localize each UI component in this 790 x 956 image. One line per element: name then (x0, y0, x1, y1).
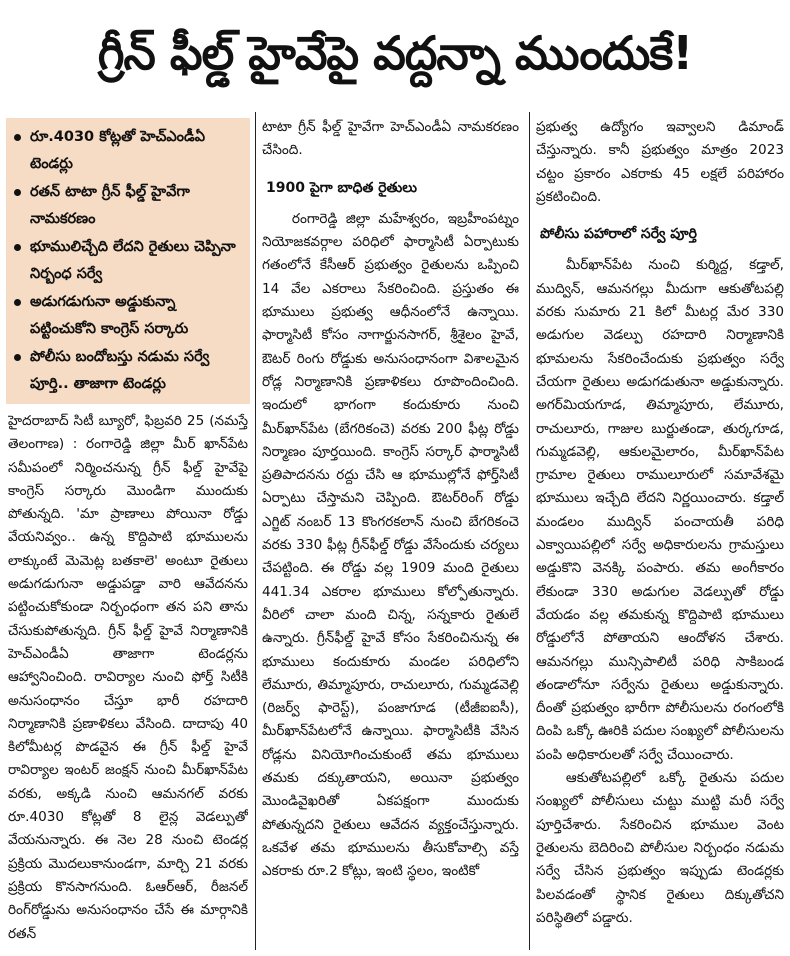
article-column-3 (536, 116, 784, 950)
article-paragraph: హైదరాబాద్ సిటీ బ్యూరో, ఫిబ్రవరి 25 (నమస్తే తెలంగాణ) : రంగారెడ్డి జిల్లా మీర్ ఖాన్‌పేట సమీపంలో నిర్మించనున్న గ్రీన్ ఫీల్డ్ హైవేపై కాంగ్రెస్ సర్కారు మొండిగా ముందుకు పోతున్నది. 'మా ప్రాణాలు పోయినా రోడ్డు వేయనివ్వం.. ఉన్న కొద్దిపాటి భూములను లాక్కుంటే మెమెట్ల బతకాలె' అంటూ రైతులు అడుగడుగునా అడ్డుపడ్డా వారి ఆవేదనను పట్టించుకోకుండా నిర్బంధంగా తన పని తాను చేసుకుపోతున్నది. గ్రీన్ ఫీల్డ్ హైవే నిర్మాణానికి హెచ్ఎండీఏ తాజాగా టెండర్లను ఆహ్వానించింది. రావిర్యాల నుంచి ఫోర్త్ సిటీకి అనుసంధానం చేస్తూ భారీ రహదారి నిర్మాణానికి ప్రణాళికలు వేసింది. దాదాపు 40 కిలోమీటర్ల పొడవైన ఈ గ్రీన్ ఫీల్డ్ హైవే రావిర్యాల ఇంటర్ జంక్షన్ నుంచి మీర్‌ఖాన్‌పేట వరకు, అక్కడి నుంచి ఆమనగల్ వరకు రూ.4030 కోట్లతో 8 లైన్ల వెడల్పుతో వేయనున్నారు. ఈ నెల 28 నుంచి టెండర్ల ప్రక్రియ మొదలుకానుండగా, మార్చి 21 వరకు ప్రక్రియ కొనసాగనుంది. ఓఆర్ఆర్, రీజనల్ రింగ్‌రోడ్డును అనుసంధానం చేసే ఈ మార్గానికి రతన్ (8, 413, 248, 942)
article-paragraph: టాటా గ్రీన్ ఫీల్డ్ హైవేగా హెచ్ఎండీఏ నామకరణం చేసింది. (262, 119, 519, 159)
highlight-item (14, 344, 244, 398)
highlight-item (14, 124, 244, 178)
highlight-item (14, 234, 244, 288)
highlight-text: రూ.4030 కోట్లతో హెచ్ఎండీఏ టెండర్లు (30, 129, 206, 172)
column-divider (255, 112, 256, 950)
bullet-icon (14, 244, 21, 251)
headline: గ్రీన్ ఫీల్డ్ హైవేపై వద్దన్నా ముందుకే! (97, 26, 693, 80)
highlight-text: పోలీసు బందోబస్తు నడుమ సర్వే పూర్తి.. తాజాగా టెండర్లు (30, 349, 210, 392)
article-paragraph: మీర్‌ఖాన్‌పేట నుంచి కుర్మిద్ద, కడ్తాల్, ముద్విన్, ఆమనగల్లు మీదుగా ఆకుతోటపల్లి వరకు సుమారు 21 కిలో మీటర్ల మేర 330 అడుగుల వెడల్పు రహదారి నిర్మాణానికి భూమలను సేకరించేందుకు ప్రభుత్వం సర్వే చేయగా రైతులు అడుగడుతునా అడ్డుకున్నారు. అగర్‌మియగూడ, తిమ్మాపూరు, లేమూరు, రాచులూరు, గాజుల బుర్జుతండా, తుర్కగూడ, గుమ్మడవెల్లి, ఆకులమైలారం, మీర్‌ఖాన్‌పేట గ్రామాల రైతులు రాములూరులో సమావేశమై భూములు ఇచ్చేది లేదని నిర్ణయించారు. కడ్తాల్ మండలం ముద్విన్ పంచాయతీ పరిధి ఎక్వాయిపల్లిలో సర్వే అధికారులను గ్రామస్తులు అడ్డుకొని వెనక్కి పంపారు. తమ అంగీకారం లేకుండా 330 అడుగుల వెడల్పుతో రోడ్డు వేయడం వల్ల తమకున్న కొద్దిపాటి భూములు రోడ్డులోనే పోతాయని ఆందోళన చేశారు. ఆమనగల్లు మున్సిపాలిటీ పరిధి సాకిబండ తండాలోనూ సర్వేను రైతులు అడ్డుకున్నారు. దీంతో ప్రభుత్వం భారీగా పోలీసులను రంగంలోకి దింపి ఒక్కో ఊరికి పదుల సంఖ్యలో పోలీసులను పంపి అధికారులతో సర్వే చేయించారు. (536, 257, 784, 763)
highlight-text: భూములిచ్చేది లేదని రైతులు చెప్పినా నిర్బంధ సర్వే (30, 239, 236, 282)
highlight-text: అడుగడుగునా అడ్డుకున్నా పట్టించుకోని కాంగ్రెస్ సర్కారు (30, 294, 189, 337)
highlights-list (14, 124, 244, 398)
section-subheading: పోలీసు పహారాలో సర్వే పూర్తి (540, 226, 697, 243)
bullet-icon (14, 299, 21, 306)
article-paragraph: రంగారెడ్డి జిల్లా మహేశ్వరం, ఇబ్రహీంపట్నం నియోజకవర్గాల పరిధిలో ఫార్మాసిటీ ఏర్పాటుకు గతంలోనే కేసీఆర్ ప్రభుత్వం రైతులను ఒప్పించి 14 వేల ఎకరాలు సేకరించింది. ప్రస్తుతం ఈ భూములు ప్రభుత్వ ఆధీనంలోనే ఉన్నాయి. ఫార్మాసిటీ కోసం నాగార్జునసాగర్, శ్రీశైలం హైవే, ఔటర్ రింగు రోడ్డుకు అనుసంధానంగా విశాలమైన రోడ్ల నిర్మాణానికి ప్రణాళికలు రూపొందించింది. ఇందులో భాగంగా కందుకూరు నుంచి మీర్‌ఖాన్‌పేట (బేగరికంచె) వరకు 200 ఫీట్ల రోడ్డు నిర్మాణం పూర్తయింది. కాంగ్రెస్ సర్కార్ ఫార్మాసిటీ ప్రతిపాదనను రద్దు చేసి ఆ భూముల్లోనే ఫోర్త్‌సిటీ ఏర్పాటు చేస్తామని చెప్పింది. ఔటర్‌రింగ్ రోడ్డు ఎగ్జిట్ నంబర్ 13 కొంగరకలాన్ నుంచి బేగరికంచె వరకు 330 ఫీట్ల గ్రీన్‌ఫీల్డ్ రోడ్డు వేసేందుకు చర్యలు చేపట్టింది. ఈ రోడ్డు వల్ల 1909 మంది రైతులు 441.34 ఎకరాల భూములు కోల్పోతున్నారు. వీరిలో చాలా మంది చిన్న, సన్నకారు రైతులే ఉన్నారు. గ్రీన్‌ఫీల్డ్ హైవే కోసం సేకరించినున్న ఈ భూములు కందుకూరు మండల పరిధిలోని లేమూరు, తిమ్మాపూరు, రాచులూరు, గుమ్మడవెల్లి (రిజర్వ్ ఫారెస్ట్), పంజాగూడ (టీజీఐఐసీ), మీర్‌ఖాన్‌పేటలోనే ఉన్నాయి. ఫార్మాసిటీకి వేసిన రోడ్లను వినియోగించుకుంటే తమ భూములు తమకు దక్కుతాయని, అయినా ప్రభుత్వం మొండివైఖరితో ఏకపక్షంగా ముందుకు పోతున్నదని రైతులు ఆవేదన వ్యక్తంచేస్తున్నారు. ఒకవేళ తమ భూములను తీసుకోవాల్సి వస్తే ఎకరాకు రూ.2 కోట్లు, ఇంటి స్థలం, ఇంటికో (262, 210, 519, 880)
highlight-text: రతన్ టాటా గ్రీన్ ఫీల్డ్ హైవేగా నామకరణం (30, 184, 190, 227)
column-divider (529, 112, 530, 950)
highlights-box (6, 118, 250, 404)
bullet-icon (14, 134, 21, 141)
section-subheading: 1900 పైగా బాధిత రైతులు (266, 179, 418, 196)
bullet-icon (14, 354, 21, 361)
article-paragraph: ప్రభుత్వ ఉద్యోగం ఇవ్వాలని డిమాండ్ చేస్తున్నారు. కానీ ప్రభుత్వం మాత్రం 2023 చట్టం ప్రకారం ఎకరాకు 45 లక్షలే పరిహారం ప్రకటించింది. (536, 119, 784, 205)
bullet-icon (14, 189, 21, 196)
article-column-2 (262, 116, 519, 950)
article-column-1 (8, 410, 248, 950)
highlight-item (14, 179, 244, 233)
highlight-item (14, 289, 244, 343)
article-paragraph: ఆకుతోటపల్లిలో ఒక్కో రైతును పదుల సంఖ్యలో పోలీసులు చుట్టు ముట్టి మరీ సర్వే పూర్తిచేశారు. సేకరించిన భూముల వెంట రైతులను బెదిరించి పోలీసుల నిర్బంధం నడుమ సర్వే చేసిన ప్రభుత్వం ఇప్పుడు టెండర్లకు పిలవడంతో స్థానిక రైతులు దిక్కుతోచని పరిస్థితిలో పడ్డారు. (536, 770, 784, 926)
